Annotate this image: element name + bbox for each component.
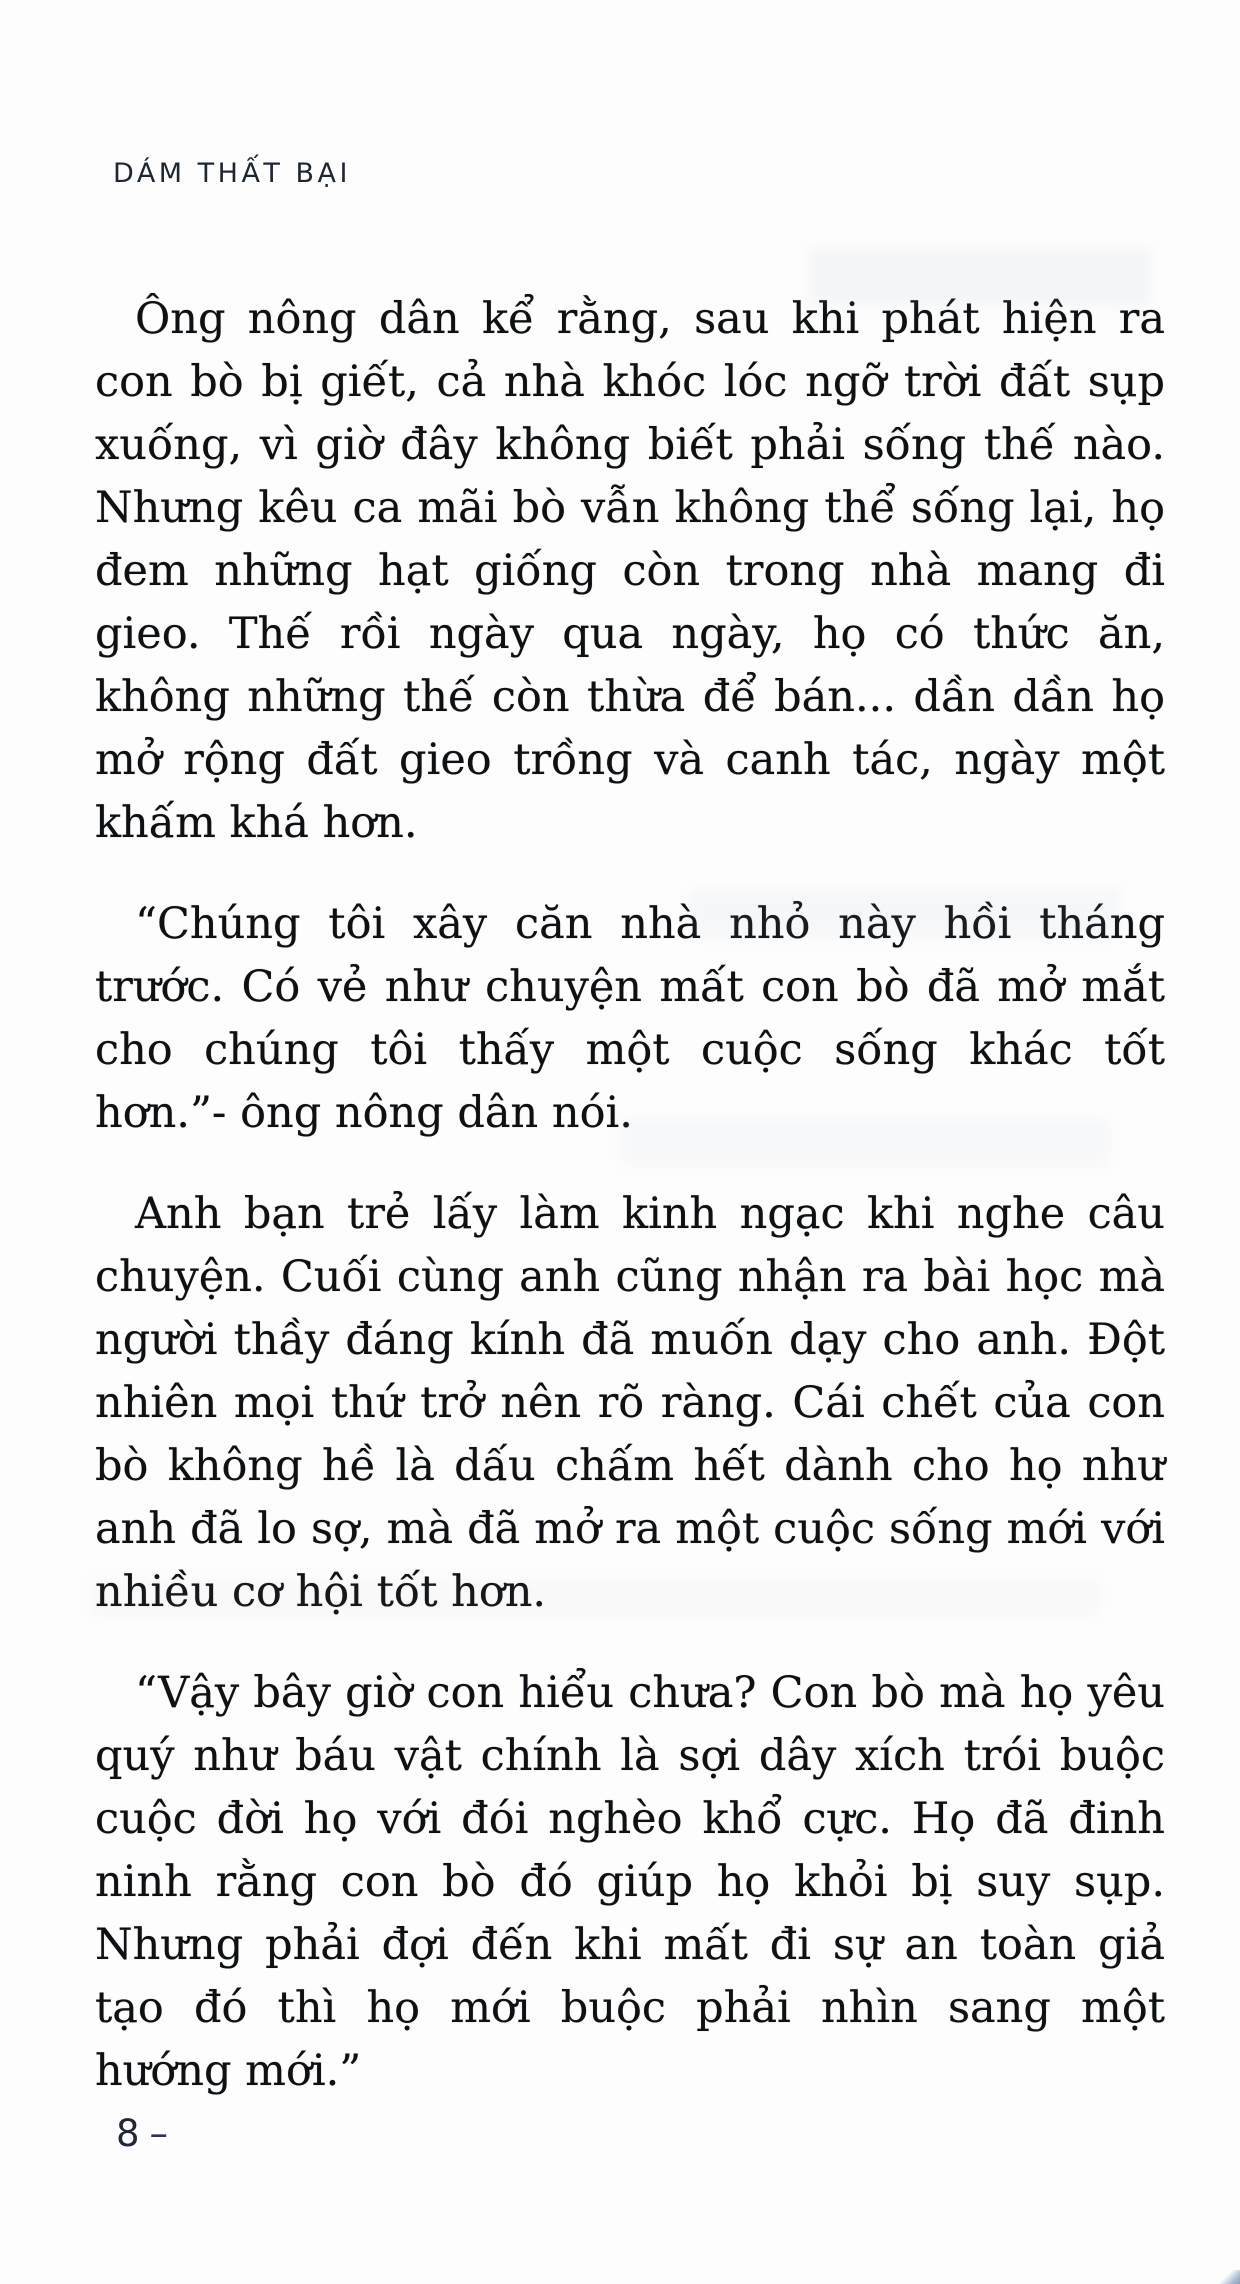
corner-smudge — [1220, 2270, 1240, 2284]
body-text — [95, 288, 1165, 2141]
running-header: DÁM THẤT BẠI — [113, 158, 351, 189]
paragraph: “Chúng tôi xây căn nhà nhỏ này hồi tháng trước. Có vẻ như chuyện mất con bò đã mở mắt cho chúng tôi thấy một cuộc sống khác tốt hơn.”- ông nông dân nói. — [95, 899, 1165, 1138]
page-number — [116, 2112, 168, 2155]
paragraph: “Vậy bây giờ con hiểu chưa? Con bò mà họ yêu quý như báu vật chính là sợi dây xích trói buộc cuộc đời họ với đói nghèo khổ cực. Họ đã đinh ninh rằng con bò đó giúp họ khỏi bị suy sụp. Nhưng phải đợi đến khi mất đi sự an toàn giả tạo đó thì họ mới buộc phải nhìn sang một hướng mới.” — [95, 1668, 1165, 2096]
paragraph: Anh bạn trẻ lấy làm kinh ngạc khi nghe câu chuyện. Cuối cùng anh cũng nhận ra bài học mà người thầy đáng kính đã muốn dạy cho anh. Đột nhiên mọi thứ trở nên rõ ràng. Cái chết của con bò không hề là dấu chấm hết dành cho họ như anh đã lo sợ, mà đã mở ra một cuộc sống mới với nhiều cơ hội tốt hơn. — [95, 1189, 1165, 1617]
page-number-dash: – — [149, 2112, 169, 2155]
paragraph: Ông nông dân kể rằng, sau khi phát hiện ra con bò bị giết, cả nhà khóc lóc ngỡ trời đất sụp xuống, vì giờ đây không biết phải sống thế nào. Nhưng kêu ca mãi bò vẫn không thể sống lại, họ đem những hạt giống còn trong nhà mang đi gieo. Thế rồi ngày qua ngày, họ có thức ăn, không những thế còn thừa để bán... dần dần họ mở rộng đất gieo trồng và canh tác, ngày một khấm khá hơn. — [95, 294, 1165, 848]
page-number-value: 8 — [116, 2112, 140, 2155]
